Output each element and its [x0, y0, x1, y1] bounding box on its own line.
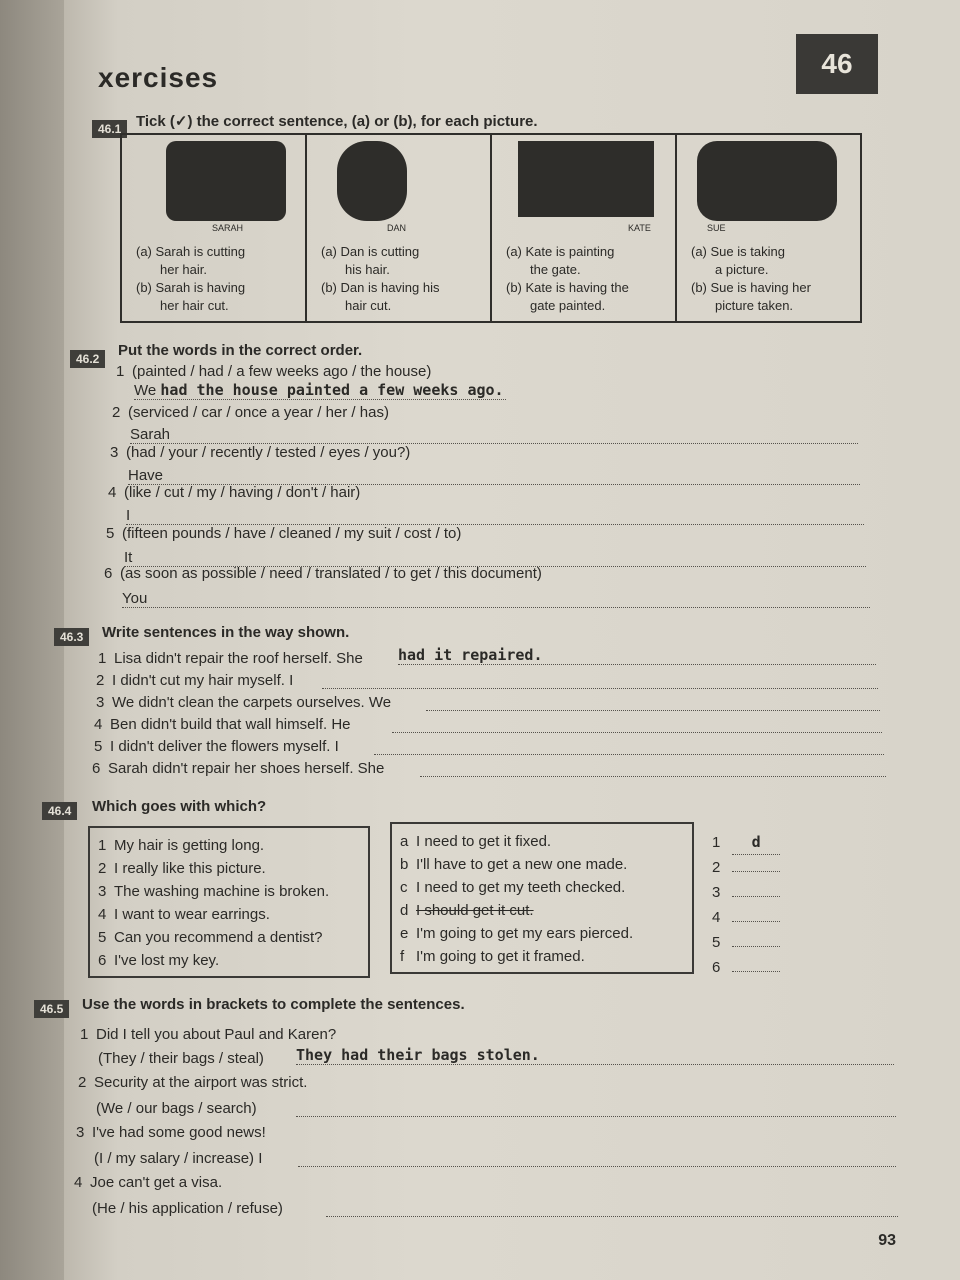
- match-answer[interactable]: 2: [712, 855, 780, 880]
- answer-line[interactable]: You: [122, 590, 870, 608]
- answer-line[interactable]: [322, 672, 878, 689]
- sentence-item: 6 Sarah didn't repair her shoes herself. She: [92, 760, 385, 777]
- sentence-item: 5 I didn't deliver the flowers myself. I: [94, 738, 339, 755]
- answer-line[interactable]: We had the house painted a few weeks ago.: [134, 381, 506, 400]
- answer-line[interactable]: Have: [128, 467, 860, 485]
- exercise-instruction: Which goes with which?: [92, 798, 267, 815]
- answer-line[interactable]: [420, 760, 886, 777]
- option-text: (a) Dan is cutting his hair. (b) Dan is having his hair cut.: [321, 244, 440, 313]
- question-item: 1 (painted / had / a few weeks ago / the house): [116, 363, 432, 380]
- match-option: a I need to get it fixed.: [400, 833, 552, 850]
- cue-text: (I / my salary / increase) I: [94, 1150, 263, 1167]
- exercise-instruction: Use the words in brackets to complete the sentences.: [82, 996, 465, 1013]
- exercise-tag: 46.3: [54, 628, 89, 646]
- exercise-tag: 46.2: [70, 350, 105, 368]
- match-item: 5 Can you recommend a dentist?: [98, 929, 323, 946]
- people-illustration: [697, 141, 837, 221]
- match-item: 2 I really like this picture.: [98, 860, 266, 877]
- question-item: 3 I've had some good news!: [76, 1124, 266, 1141]
- question-item: 4 Joe can't get a visa.: [74, 1174, 223, 1191]
- question-item: 5 (fifteen pounds / have / cleaned / my suit / cost / to): [106, 525, 462, 542]
- answer-line[interactable]: I: [126, 507, 864, 525]
- answer-line[interactable]: Sarah: [130, 426, 858, 444]
- answer-line[interactable]: [296, 1100, 896, 1117]
- right-column-box: [390, 822, 694, 974]
- question-item: 2 Security at the airport was strict.: [78, 1074, 308, 1091]
- exercise-instruction: Put the words in the correct order.: [118, 342, 363, 359]
- person-illustration: [337, 141, 407, 221]
- exercise-tag: 46.1: [92, 120, 127, 138]
- gate-illustration: [518, 141, 654, 217]
- option-text: (a) Sue is taking a picture. (b) Sue is having her picture taken.: [691, 244, 811, 313]
- question-item: 4 (like / cut / my / having / don't / hair): [108, 484, 361, 501]
- match-answer[interactable]: 1 d: [712, 830, 780, 855]
- picture-panel: [677, 135, 860, 321]
- match-option: c I need to get my teeth checked.: [400, 879, 626, 896]
- cue-text: (We / our bags / search): [96, 1100, 257, 1117]
- cue-text: (They / their bags / steal): [98, 1050, 264, 1067]
- cue-text: (He / his application / refuse): [92, 1200, 283, 1217]
- person-name: DAN: [387, 223, 407, 233]
- answer-line[interactable]: had it repaired.: [398, 646, 876, 665]
- match-item: 3 The washing machine is broken.: [98, 883, 330, 900]
- match-item: 4 I want to wear earrings.: [98, 906, 270, 923]
- answer-line[interactable]: [298, 1150, 896, 1167]
- exercise-tag: 46.5: [34, 1000, 69, 1018]
- page-number: 93: [878, 1232, 896, 1249]
- answer-line[interactable]: It: [124, 549, 866, 567]
- answer-line[interactable]: They had their bags stolen.: [296, 1046, 894, 1065]
- exercise-tag: 46.4: [42, 802, 77, 820]
- match-item: 1 My hair is getting long.: [98, 837, 265, 854]
- match-option: b I'll have to get a new one made.: [400, 856, 628, 873]
- picture-panel: [492, 135, 677, 321]
- sentence-item: 1 Lisa didn't repair the roof herself. She: [98, 650, 363, 667]
- match-option: e I'm going to get my ears pierced.: [400, 925, 634, 942]
- question-item: 2 (serviced / car / once a year / her / has): [112, 404, 389, 421]
- person-name: SARAH: [212, 223, 244, 233]
- answer-line[interactable]: [426, 694, 880, 711]
- page-title: xercises: [98, 62, 219, 93]
- match-answer[interactable]: 4: [712, 905, 780, 930]
- person-name: SUE: [707, 223, 726, 233]
- match-answer[interactable]: 6: [712, 955, 780, 980]
- person-illustration: [166, 141, 286, 221]
- exercise-instruction: Tick (✓) the correct sentence, (a) or (b), for each picture.: [136, 113, 538, 130]
- picture-panel: [307, 135, 492, 321]
- answer-column: [712, 830, 780, 980]
- match-option: f I'm going to get it framed.: [400, 948, 585, 965]
- answer-line[interactable]: [326, 1200, 898, 1217]
- match-answer[interactable]: 3: [712, 880, 780, 905]
- match-item: 6 I've lost my key.: [98, 952, 220, 969]
- sentence-item: 3 We didn't clean the carpets ourselves. We: [96, 694, 392, 711]
- option-text: (a) Kate is painting the gate. (b) Kate is having the gate painted.: [506, 244, 629, 313]
- sentence-item: 2 I didn't cut my hair myself. I: [96, 672, 294, 689]
- picture-strip: [120, 133, 862, 323]
- question-item: 3 (had / your / recently / tested / eyes / you?): [110, 444, 411, 461]
- person-name: KATE: [628, 223, 651, 233]
- option-text: (a) Sarah is cutting her hair. (b) Sarah is having her hair cut.: [136, 244, 246, 313]
- unit-number: 46: [796, 34, 878, 94]
- match-option: d I should get it cut.: [400, 902, 534, 919]
- left-column-box: [88, 826, 370, 978]
- answer-line[interactable]: [392, 716, 882, 733]
- picture-panel: [122, 135, 307, 321]
- sentence-item: 4 Ben didn't build that wall himself. He: [94, 716, 351, 733]
- answer-line[interactable]: [374, 738, 884, 755]
- match-answer[interactable]: 5: [712, 930, 780, 955]
- question-item: 1 Did I tell you about Paul and Karen?: [80, 1026, 337, 1043]
- exercise-instruction: Write sentences in the way shown.: [102, 624, 350, 641]
- question-item: 6 (as soon as possible / need / translated / to get / this document): [104, 565, 542, 582]
